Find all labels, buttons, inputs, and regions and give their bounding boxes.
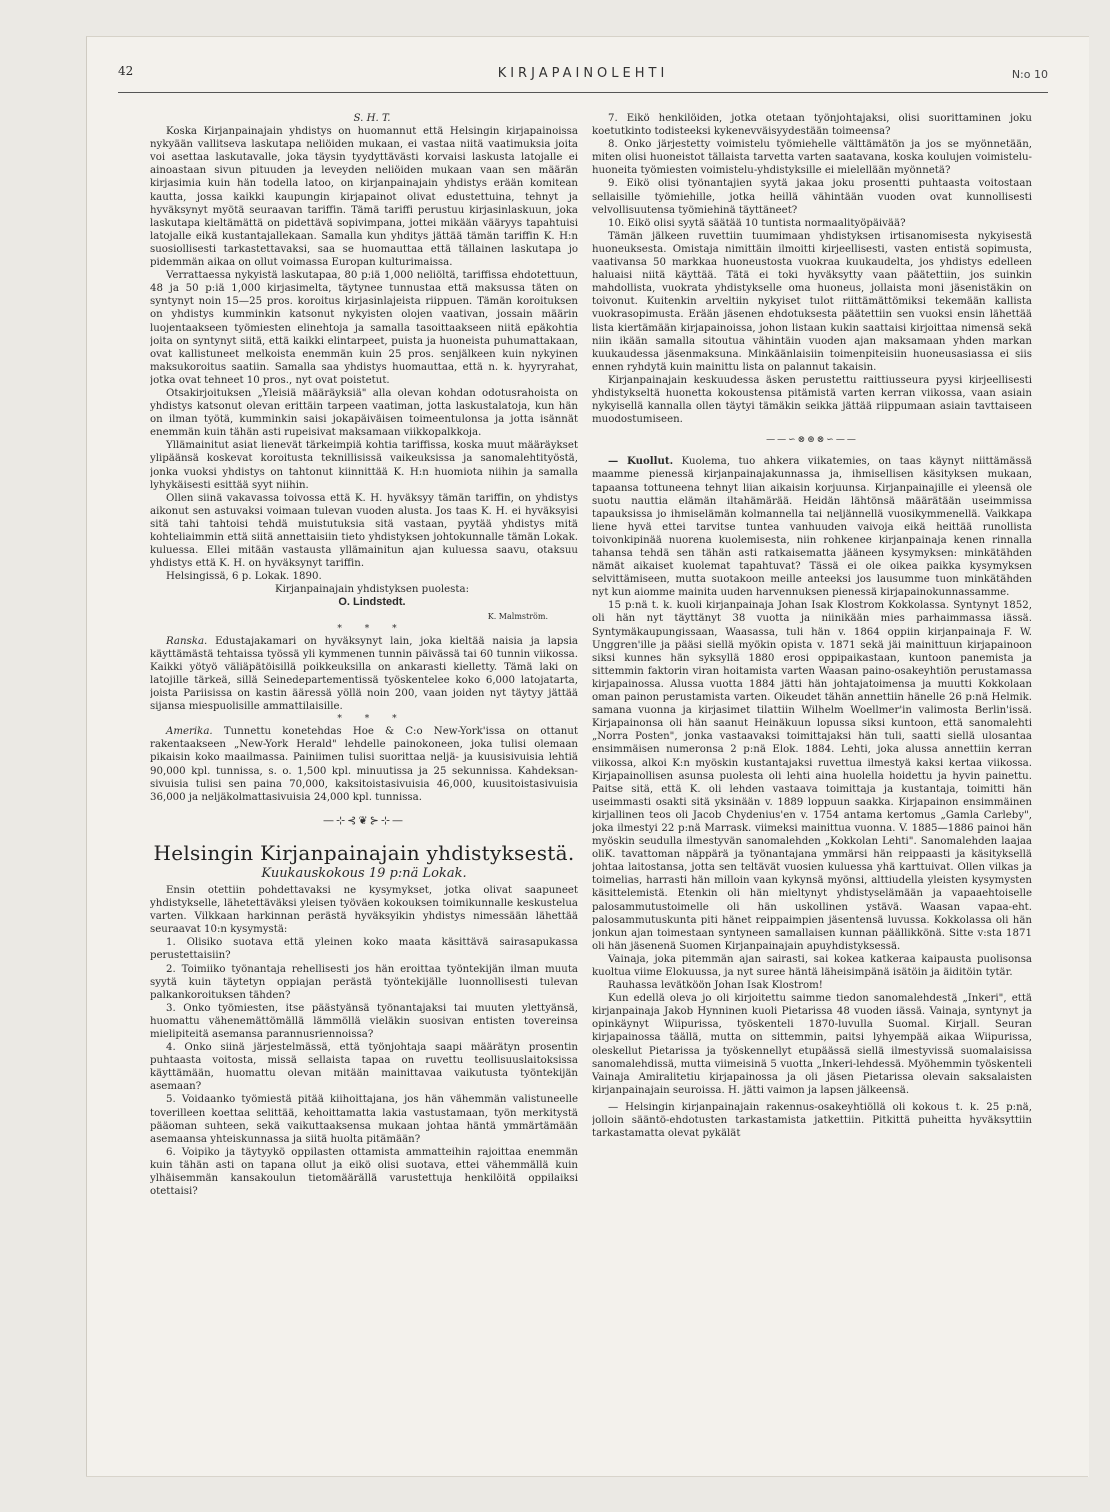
kuollut-text: Kuolema, tuo ahkera viikatemies, on taas käynyt niittämässä maamme pienessä kirjanpainajakunnassa ja, ihmisellisen käsityksen mukaan, tapaansa tottuneena tehnyt liian aikaisin korjuunsa. Kirjanpainajille ei yleensä ole suotu nauttia elämän iltahämärää. Heidän lähtönsä määrätään useimmissa tapauksissa jo ihmiselämän kolmannella tai neljännellä vuosikymmenellä. Vaikkapa liene hyvä ettei tarvitse tuntea vanhuuden vaivoja eikä heittää runollista toivonkipinää nuorena kuolemisesta, niin rohkenee kirjanpainaja kenen rinnalla tahansa tehdä sen tähän asti ratkaisematta jääneen kysymyksen: minkätähden nämät aikaiset kuolemat tapahtuvat? Tässä ei ole oikea paikka kysymyksen selvittämiseen, mutta suotakoon meille anteeksi jos lausumme tuon minkätähden nyt kun aiomme mainita uuden harvennuksen pienessä kirjapainokunnassamme. bbox=[592, 456, 1032, 599]
question-6: 6. Voipiko ja täytyykö oppilasten ottamista ammatteihin rajoittaa enemmän kuin tähän asti on tapana ollut ja eikö olisi suotava, ettei vähemmällä kuin ylhäisemmän kansakoulun tietomäärällä varustettuja henkilöitä oppilaiksi otettaisi? bbox=[150, 1146, 578, 1198]
question-10: 10. Eikö olisi syytä säätää 10 tuntista normaalityöpäivää? bbox=[608, 217, 906, 229]
amerika-text: Tunnettu konetehdas Hoe & C:o New-York'issa on ottanut rakentaakseen „New-York Herald" lehdelle painokoneen, joka tulisi olemaan pikaisin koko maailmassa. Painiimen tulisi suorittaa neljä- ja kuusisivuisia lehtiä 90,000 kpl. tunnissa, s. o. 1,500 kpl. minuutissa ja 25 sekunnissa. Kahdeksan-sivuisia tulisi sen paina 70,000, kaksitoistasivuisia 46,000, kuusitoistasivuisia 36,000 ja neljäkolmattasivuisia 24,000 kpl. tunnissa. bbox=[150, 726, 578, 803]
question-5: 5. Voidaanko työmiestä pitää kiihoittajana, jos hän vähemmän valistuneelle toverilleen koettaa selittää, kehoittamatta lakia vastustamaan, työn merkitystä pääoman suhteen, sekä vaikuttaaksensa mukaan johtaa häntä ymmärtämään asemaansa yhteiskunnassa ja siitä huolta pitämään? bbox=[150, 1094, 578, 1145]
paragraph: Vainaja, joka pitemmän ajan sairasti, sai kokea katkeraa kaipausta puolisonsa kuoltua viime Elokuussa, ja nyt suree häntä läheisimpänä isätöin ja äiditöin tytär. bbox=[592, 953, 1032, 978]
left-column bbox=[150, 112, 578, 1412]
page-number: 42 bbox=[118, 64, 134, 78]
question-4: 4. Onko siinä järjestelmässä, että työnjohtaja saapi määrätyn prosentin puhtaasta voitosta, missä sellaista tapaa on ruvettu teollisuuslaitoksissa käyttämään, huomattu olevan mitään mainittavaa vaikutusta työntekijän asemaan? bbox=[150, 1042, 578, 1093]
issue-number: N:o 10 bbox=[1011, 68, 1048, 81]
question-2: 2. Toimiiko työnantaja rehellisesti jos hän eroittaa työntekijän ilman muuta syytä kuin täytetyn oppiajan perästä työntekijälle luonnollisesti tulevan palkankoroituksen tähden? bbox=[150, 963, 578, 1001]
kuollut-heading: — Kuollut. bbox=[608, 455, 674, 468]
paragraph-ranska bbox=[150, 635, 578, 714]
paragraph: 15 p:nä t. k. kuoli kirjanpainaja Johan Isak Klostrom Kokkolassa. Syntynyt 1852, oli hän nyt täyttänyt 38 vuotta ja niinikään mies parhaimmassa iässä. Syntymäkaupungissaan, Waasassa, tuli hän v. 1864 oppiin kirjanpainaja F. W. Unggren'ille ja pääsi siellä myökin opista v. 1871 sekä jäi mainittuun kirjapainoon siksi kunnes hän syksyllä 1880 erosi oppipaikastaan, kuntoon panemista ja sittemmin faktorin viran hoitamista varten Waasan paino-osakeyhtiön perustamassa kirjapainossa. Alussa vuotta 1884 jätti hän johtajatoimensa ja muutti Kokkolaan oman painon perustamista varten. Oikeudet tähän annettiin hänelle 26 p:nä Helmik. samana vuonna ja kirjasimet tilattiin Wilhelm Woellmer'in valimosta Berlin'issä. Kirjapainonsa oli hän saanut Heinäkuun lopussa siksi kuntoon, että sanomalehti „Norra Posten", jonka vastaavaksi toimittajaksi hän tuli, saatti siellä ulosantaa ensimmäisen numeronsa 2 p:nä Elok. 1884. Lehti, joka alussa annettiin kerran viikossa, alkoi K:n myöskin kustantajaksi ruvettua ilmestyä kaksi kertaa viikossa. Kirjapainollisen asunsa puolesta oli lehti aina huolella hoidettu ja hyvin painettu. Paitse sitä, että K. oli lehden vastaava toimittaja ja kustantaja, toimitti hän useimmasti osakti sitä yksinään v. 1889 loppuun saakka. Kirjapainon ensimmäinen kirjallinen teos oli Jacob Chydenius'en v. 1754 antama kertomus „Gamla Carleby", joka ilmestyi 22 p:nä Marrask. viimeksi mainittua vuonna. V. 1885—1886 painoi hän myöskin seudulla ilmestyvän sanomalehden „Kokkolan Lehti". Sanomalehden laajaa oliK. tavattoman näppärä ja työnantajana ymmärsi hän reippaasti ja käsityksellä johtaa laitostansa, jotta sen teltävät vuosien kuluessa yhä karttuivat. Ollen vilkas ja toimelias, harrasti hän milloin vaan kykynsä myönsi, alttiudella yleisten kysymysten käsittelemistä. Etenkin oli hän mieltynyt yhdistyselämään ja vapaaehtoiselle palosammutustoimelle oli hän uskollinen ystävä. Waasan vapaa-eht. palosammutuskunta piti hänet reippaimpien jäsentensä luvussa. Kokkolassa oli hän jonkun ajan toimestaan syntyneen samallaisen kunnan päällikkönä. Sitte v:sta 1871 oli hän jäsenenä Suomen Kirjanpainajain apuyhdistyksessä. bbox=[592, 600, 1032, 952]
page-bottom-edge bbox=[86, 1476, 1088, 1477]
paragraph: Ollen siinä vakavassa toivossa että K. H. hyväksyy tämän tariffin, on yhdistys aikonut sen astuvaksi voimaan tulevan vuoden alusta. Jos taas K. H. ei hyväksyisi sitä tahi tahtoisi tehdä muistutuksia sitä vastaan, pyytää yhdistys mitä kohteliaimmin että siitä annettaisiin tieto yhdistyksen johtokunnalle tämän Lokak. kuluessa. Ellei mitään vastausta yllämainitun ajan kuluessa saavu, otaksuu yhdistys että K. H. on hyväksynyt tariffin. bbox=[150, 492, 578, 570]
signature-lindstedt: O. Lindstedt. bbox=[338, 596, 406, 609]
paragraph-amerika bbox=[150, 725, 578, 804]
signature-malmstrom: K. Malmström. bbox=[487, 611, 548, 621]
star-divider: * * * bbox=[337, 623, 407, 634]
paragraph-last: — Helsingin kirjanpainajain rakennus-osakeyhtiöllä oli kokous t. k. 25 p:nä, jolloin sääntö-ehdotusten tarkastamista jatkettiin. Pitkittä puheitta hyväksyttiin tarkastamatta olevat pykälät bbox=[592, 1101, 1032, 1140]
paragraph: Kun edellä oleva jo oli kirjoitettu saimme tiedon sanomalehdestä „Inkeri", että kirjanpainaja Jakob Hynninen kuoli Pietarissa 48 vuoden iässä. Vainaja, syntynyt ja opinkäynyt Wiipurissa, työskenteli 1870-luvulla Suomal. Kirjall. Seuran kirjapainossa täällä, mutta on sittemmin, paitsi lyhyempää aikaa Wiipurissa, oleskellut Pietarissa ja työskennellyt etupäässä siellä ilmestyvissä suomalaisissa sanomalehdissä, mutta viimeisinä 5 vuotta „Inkeri-lehdessä. Myöhemmin työskenteli Vainaja Amiralitetiu kirjapainossa ja oli jäsen Pietarissa olevain saksalaisten kirjanpainajain seuroissa. H. jätti vaimon ja lapsen jälkeensä. bbox=[592, 993, 1032, 1096]
ranska-heading: Ranska. bbox=[166, 635, 208, 647]
paragraph: Verrattaessa nykyistä laskutapaa, 80 p:iä 1,000 neliöltä, tariffissa ehdotettuun, 48 ja 50 p:iä 1,000 kirjasimelta, täytynee tunnustaa että maksussa täten on syntynyt noin 15—25 pros. koroitus kirjasinlajeista riippuen. Tämän koroituksen on yhdistys kumminkin katsonut nykyisten olojen vaativan, jossain määrin luojentaakseen työmiesten elinehtoja ja samalla tasoittaakseen niitä epäkohtia joita on syntynyt siitä, että kaikki elintarpeet, puista ja huoneista puhumattakaan, ovat kallistuneet melkoista enemmän kuin 25 pros. senjälkeen kuin nykyinen maksukoroitus saatiin. Samalla saa yhdistys huomauttaa, että n. k. hyyryrahat, jotka ovat tehneet 10 pros., nyt ovat poistetut. bbox=[150, 270, 578, 386]
paragraph: Rauhassa levätköön Johan Isak Klostrom! bbox=[608, 980, 823, 992]
page-header bbox=[118, 64, 1048, 90]
question-7: 7. Eikö henkilöiden, jotka otetaan työnjohtajaksi, olisi suorittaminen joku koetutkinto todisteeksi kykenevväisyydestään toimeensa? bbox=[592, 113, 1032, 138]
section-title: Helsingin Kirjanpainajain yhdistyksestä. bbox=[153, 840, 575, 865]
question-9: 9. Eikö olisi työnantajien syytä jakaa joku prosentti puhtaasta voitostaan sellaisille työmiehille, jotka heillä vähintään vuoden ovat kunnollisesti velvollisuutensa työmiehinä täyttäneet? bbox=[592, 178, 1032, 216]
section-subtitle: Kuukauskokous 19 p:nä Lokak. bbox=[261, 865, 467, 881]
ornament-divider: ——∽⊗⊛⊗∽—— bbox=[766, 435, 858, 446]
article-heading: S. H. T. bbox=[353, 113, 391, 124]
star-divider: * * * bbox=[337, 714, 407, 725]
paragraph-kuollut bbox=[592, 455, 1032, 599]
question-8: 8. Onko järjestetty voimistelu työmiehelle välttämätön ja jos se myönnetään, miten olisi huoneistot tällaista tarvetta varten saatavana, koska koulujen voimistelu-huoneita työmiesten voimistelu-yhdistyksille ei mielellään myönnetä? bbox=[592, 139, 1032, 177]
ornament-divider: —⊹⊰❦⊱⊹— bbox=[322, 813, 406, 827]
ranska-text: Edustajakamari on hyväksynyt lain, joka kieltää naisia ja lapsia käyttämästä tehtaissa työssä yli kymmenen tunnin päivässä tai 60 tunnin viikossa. Kaikki yötyö väliäpätöisillä poikkeuksilla on ankarasti kielletty. Tämä laki on latojille tärkeä, sillä Seinedepartementissä työskentelee koko 6,000 latojatarta, joista Pariisissa on kastin ääressä yöllä noin 200, vaan joiden nyt täytyy jättää sijansa miespuolisille ammattilaisille. bbox=[150, 635, 578, 713]
paragraph: Koska Kirjanpainajain yhdistys on huomannut että Helsingin kirjapainoissa nykyään vallitseva laskutapa neliöiden mukaan, ei vastaa niitä vaatimuksia joita voi asettaa laskutavalle, joka täysin tyydyttävästi korvaisi laskusta latojalle ei ainoastaan sivun pituuden ja leveyden neliöiden mukaan vaan sen määrän kirjasimia kuin hän todella latoo, on kirjanpainajain yhdistys erään komitean kautta, jossa kaikki kaupungin kirjapainot olivat edustettuina, tehnyt ja hyväksynyt myötä seuraavan tariffin. Tämä tariffi perustuu kirjasinlaskuun, joka laskutapa kieltämättä on pidettävä sopivimpana, jottei mikään vääryys tapahtuisi latojalle eikä kustantajallekaan. Samalla kun yhditys jättää tämän tariffin K. H:n suosiollisesti tarkastettavaksi, saa se huomauttaa että tällainen laskutapa jo pidemmän aikaa on ollut voimassa Europan kulturimaissa. bbox=[150, 126, 578, 269]
paragraph: Otsakirjoituksen „Yleisiä määräyksiä" alla olevan kohdan odotusrahoista on yhdistys katsonut olevan erittäin tarpeen vaatiman, jotta laskustalatoja, kun hän on ilman työtä, kumminkin saisi jokapäiväisen toimeentulonsa ja jotta isännät enemmän kuin tähän asti rupeisivat maksamaan viikkopalkkoja. bbox=[150, 387, 578, 439]
paragraph: Kirjanpainajain keskuudessa äsken perustettu raittiusseura pyysi kirjeellisesti yhdistykseltä huonetta kokoustensa pitämistä varten kerran viikossa, vaan asiain nykyisellä kannalla ollen täytyi tämäkin seikka jättää riippumaan asiain tavttaiseen muodostumiseen. bbox=[592, 374, 1032, 426]
question-1: 1. Olisiko suotava että yleinen koko maata käsittävä sairasapukassa perustettaisiin? bbox=[150, 937, 578, 962]
on-behalf: Kirjanpainajain yhdistyksen puolesta: bbox=[274, 584, 470, 596]
right-column bbox=[592, 112, 1032, 1412]
amerika-heading: Amerika. bbox=[166, 726, 213, 738]
paragraph: Yllämainitut asiat lienevät tärkeimpiä kohtia tariffissa, koska muut määräykset ylipäänsä koskevat koroitusta teknillisissä vaikeuksissa ja sanomalehtityöstä, jonka vuoksi yhdistys on tahtonut kiinnittää K. H:n huomiota niihin ja samalla lyhykäisesti esittää syyt niihin. bbox=[150, 440, 578, 491]
header-rule bbox=[118, 92, 1048, 93]
question-3: 3. Onko työmiesten, itse päästyänsä työnantajaksi tai muuten ylettyänsä, huomattu vähenemättömällä lämmöllä vieläkin suosivan entisten tovereinsa mielipiteitä asemansa parannusriennoissa? bbox=[150, 1002, 578, 1040]
running-title: KIRJAPAINOLEHTI bbox=[497, 66, 669, 81]
paragraph: Ensin otettiin pohdettavaksi ne kysymykset, jotka olivat saapuneet yhdistykselle, lähetettäväksi yleisen työväen kokouksen toimikunnalle keskustelua varten. Vilkkaan harkinnan perästä hyväksyikin yhdistys nimessään lähettää seuraavat 10:n kysymystä: bbox=[150, 884, 578, 936]
place-date: Helsingissä, 6 p. Lokak. 1890. bbox=[166, 571, 322, 583]
paragraph: Tämän jälkeen ruvettiin tuumimaan yhdistyksen irtisanomisesta nykyisestä huoneuksesta. Omistaja nimittäin ilmoitti kirjeellisesti, vasten entistä sopimusta, vaativansa 50 markkaa huoneustosta vuokraa kuukaudelta, jos yhdistys edelleen haluaisi niitä käyttää. Tätä ei toki hyväksytty vaan päätettiin, jos suinkin mahdollista, vuokrata yhdistykselle oma huoneus, jollaista moni jäsenistäkin on toivonut. Kuitenkin arveltiin nykyiset tulot riittämättömiksi tekemään kallista vuokrasopimusta. Erään jäsenen ehdotuksesta päätettiin sen vuoksi ensin lähettää lista kiertämään kirjapainoissa, johon listaan kukin saattaisi kirjoittaa nimensä sekä niin ikään samalla sitoutua vähintäin vuoden ajan maksamaan yhden markan kuukaudessa jäsenmaksuna. Minkäänlaisiin toimenpiteisiin huoneusasiassa ei siis ennen ryhdytä kuin mainittu lista on palannut takaisin. bbox=[592, 230, 1032, 373]
